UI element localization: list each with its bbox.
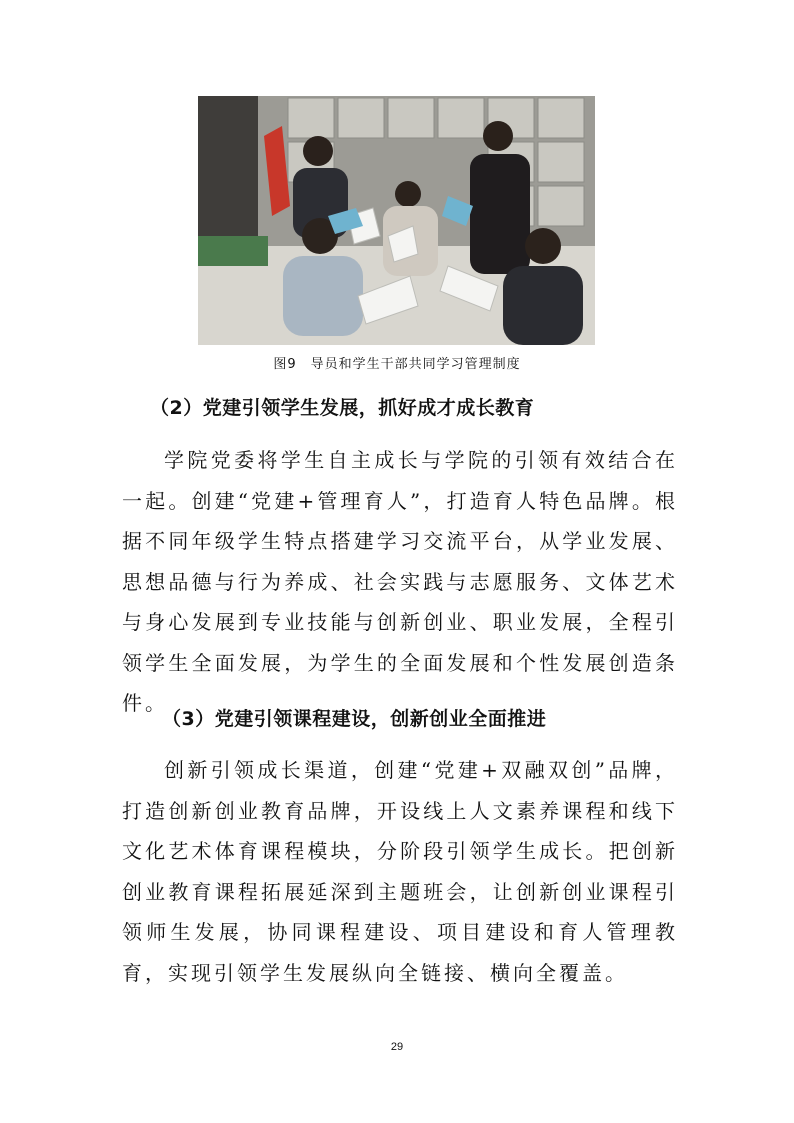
figure-photo <box>198 96 595 345</box>
section-paragraph: 创新引领成长渠道，创建“党建+双融双创”品牌，打造创新创业教育品牌，开设线上人文素养课程和线下文化艺术体育课程模块，分阶段引领学生成长。把创新创业教育课程拓展延深到主题班会，让创新创业课程引领师生发展，协同课程建设、项目建设和育人管理教育，实现引领学生发展纵向全链接、横向全覆盖。 <box>122 758 678 985</box>
section-heading: （2）党建引领学生发展，抓好成才成长教育 <box>150 397 535 419</box>
figure-caption: 图9 导员和学生干部共同学习管理制度 <box>273 357 521 372</box>
page-number: 29 <box>390 1041 404 1053</box>
photo-illustration <box>198 96 595 345</box>
section-heading: （3）党建引领课程建设，创新创业全面推进 <box>162 708 547 730</box>
section-paragraph: 学院党委将学生自主成长与学院的引领有效结合在一起。创建“党建+管理育人”，打造育人特色品牌。根据不同年级学生特点搭建学习交流平台，从学业发展、思想品德与行为养成、社会实践与志愿服务、文体艺术与身心发展到专业技能与创新创业、职业发展，全程引领学生全面发展，为学生的全面发展和个性发展创造条件。 <box>122 448 678 715</box>
